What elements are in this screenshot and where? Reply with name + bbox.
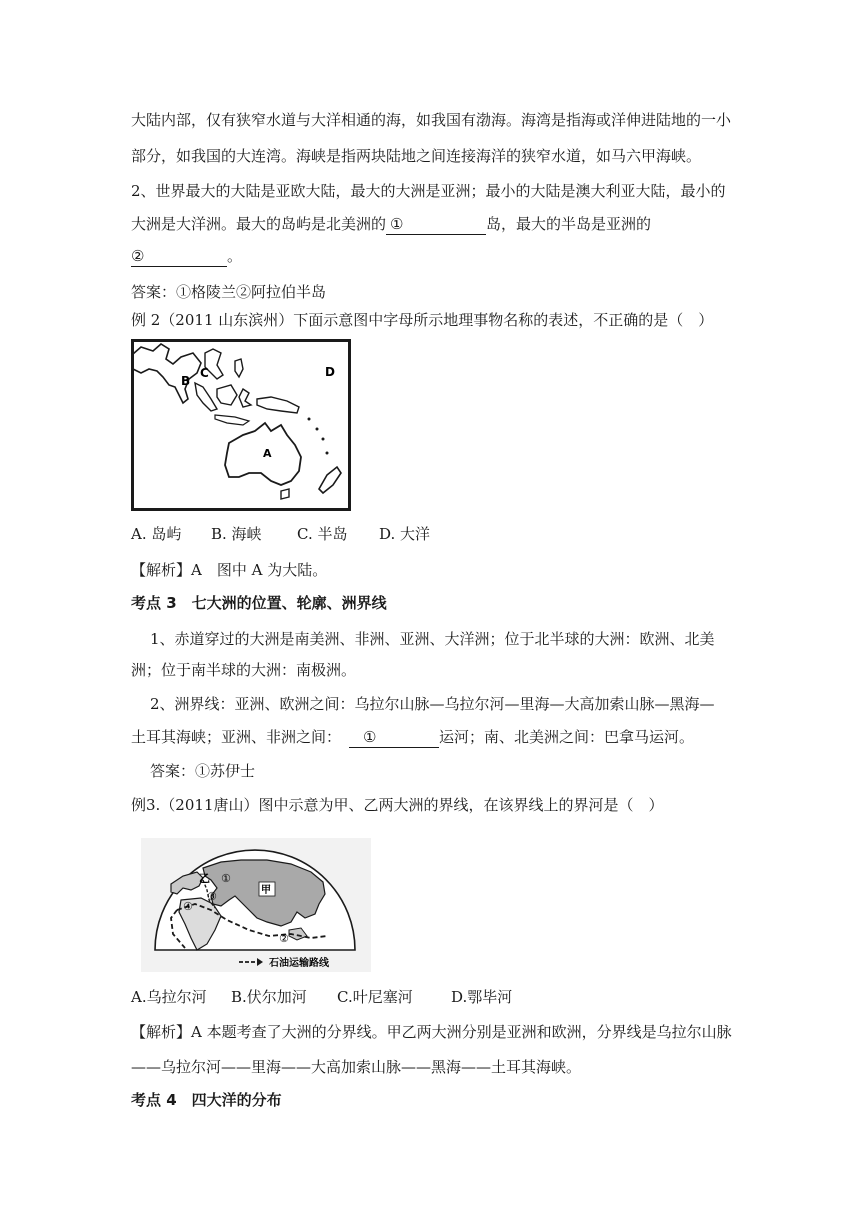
- paragraph-line: 洲；位于南半球的大洲：南极洲。: [131, 661, 357, 679]
- map-label-a: A: [263, 447, 272, 460]
- option-b[interactable]: B. 海峡: [211, 525, 262, 543]
- small-island: [322, 438, 325, 441]
- paragraph-line: ② 。: [131, 247, 243, 265]
- fill-blank-1[interactable]: ①: [386, 214, 486, 235]
- paragraph-line: 2、世界最大的大陆是亚欧大陆，最大的大洲是亚洲；最小的大陆是澳大利亚大陆，最小的: [131, 182, 726, 200]
- options-row: [131, 987, 512, 1007]
- map-label-yi: 乙: [199, 872, 210, 885]
- option-c[interactable]: C.叶尼塞河: [337, 988, 413, 1006]
- map-label-d: D: [325, 365, 335, 379]
- small-island: [316, 428, 319, 431]
- answer-text: 答案：①格陵兰②阿拉伯半岛: [131, 283, 327, 301]
- option-a[interactable]: A. 岛屿: [131, 525, 182, 543]
- options-row: [131, 524, 430, 544]
- example-question: 例 2（2011 山东滨州）下面示意图中字母所示地理事物名称的表述，不正确的是（ ）: [131, 311, 714, 329]
- analysis-text: ——乌拉尔河——里海——大高加索山脉——黑海——土耳其海峡。: [131, 1058, 582, 1076]
- fill-blank-suez[interactable]: ①: [349, 727, 439, 748]
- paragraph-line: 部分，如我国的大连湾。海峡是指两块陆地之间连接海洋的狭窄水道，如马六甲海峡。: [131, 147, 702, 165]
- map-label-c: C: [200, 366, 209, 380]
- map-label-jia: 甲: [261, 885, 271, 896]
- section-heading: 考点 4 四大洋的分布: [131, 1091, 282, 1109]
- option-c[interactable]: C. 半岛: [297, 525, 348, 543]
- answer-text: 答案：①苏伊士: [150, 762, 256, 780]
- map-label-1: ①: [221, 872, 231, 885]
- fill-blank-2[interactable]: ②: [131, 246, 227, 267]
- paragraph-line: 土耳其海峡；亚洲、非洲之间： ① 运河；南、北美洲之间：巴拿马运河。: [131, 728, 695, 746]
- map-label-3: ③: [207, 890, 217, 903]
- option-d[interactable]: D.鄂毕河: [451, 988, 513, 1006]
- legend-label: 石油运输路线: [269, 958, 329, 969]
- paragraph-line: 大陆内部，仅有狭窄水道与大洋相通的海，如我国有渤海。海湾是指海或洋伸进陆地的一小: [131, 111, 732, 129]
- asia-europe-boundary-map: [141, 838, 371, 972]
- paragraph-line: 大洲是大洋洲。最大的岛屿是北美洲的 ① 岛，最大的半岛是亚洲的: [131, 215, 652, 233]
- example-question: 例3.（2011唐山）图中示意为甲、乙两大洲的界线，在该界线上的界河是（ ）: [131, 796, 664, 814]
- option-a[interactable]: A.乌拉尔河: [131, 988, 207, 1006]
- map-label-4: ④: [183, 900, 193, 913]
- small-island: [308, 418, 311, 421]
- small-island: [326, 452, 329, 455]
- analysis-text: 【解析】A 图中 A 为大陆。: [131, 561, 328, 579]
- analysis-text: 【解析】A 本题考查了大洲的分界线。甲乙两大洲分别是亚洲和欧洲，分界线是乌拉尔山脉: [131, 1023, 732, 1041]
- map-label-2: ②: [279, 932, 289, 945]
- map-label-b: B: [181, 374, 191, 388]
- paragraph-line: 2、洲界线：亚洲、欧洲之间：乌拉尔山脉—乌拉尔河—里海—大高加索山脉—黑海—: [150, 695, 715, 713]
- paragraph-line: 1、赤道穿过的大洲是南美洲、非洲、亚洲、大洋洲；位于北半球的大洲：欧洲、北美: [150, 630, 715, 648]
- option-d[interactable]: D. 大洋: [379, 525, 431, 543]
- section-heading: 考点 3 七大洲的位置、轮廓、洲界线: [131, 594, 387, 612]
- option-b[interactable]: B.伏尔加河: [231, 988, 307, 1006]
- southeast-asia-oceania-map: [131, 339, 351, 511]
